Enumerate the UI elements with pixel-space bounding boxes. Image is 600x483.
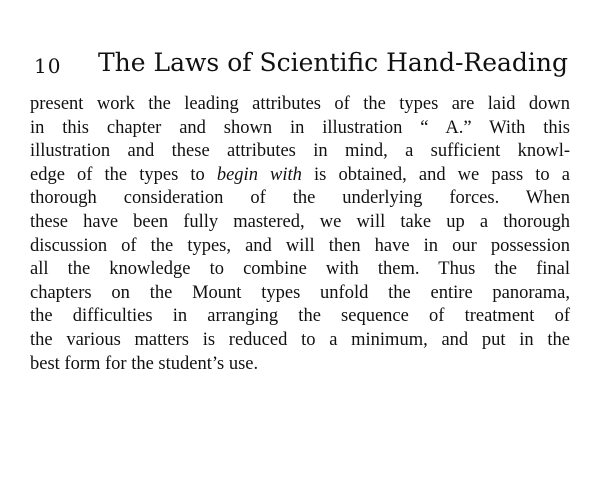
text-line: the various matters is reduced to a minimum, and put in the xyxy=(30,329,570,350)
page-number: 10 xyxy=(34,54,62,78)
text-line: discussion of the types, and will then have in our possession xyxy=(30,235,570,256)
page-header xyxy=(34,48,569,82)
body-paragraph xyxy=(30,93,570,376)
text-line: illustration and these attributes in mind, a sufficient knowl- xyxy=(30,141,570,162)
text-line: these have been fully mastered, we will take up a thorough xyxy=(30,211,570,232)
text-segment: is obtained, and we pass to a xyxy=(314,164,570,185)
text-line: the difficulties in arranging the sequence of treatment of xyxy=(30,306,570,327)
italic-phrase: begin with xyxy=(216,164,302,185)
running-title: The Laws of Scientific Hand-Reading xyxy=(98,48,569,77)
text-line xyxy=(30,164,570,188)
text-line: thorough consideration of the underlying forces. When xyxy=(30,188,570,209)
text-segment: edge of the types to xyxy=(30,164,205,185)
text-line: all the knowledge to combine with them. Thus the final xyxy=(30,259,570,280)
text-line: best form for the student’s use. xyxy=(30,353,259,374)
text-line: in this chapter and shown in illustration “ A.” With this xyxy=(30,117,570,138)
text-line: present work the leading attributes of the types are laid down xyxy=(30,94,570,114)
text-line: chapters on the Mount types unfold the entire panorama, xyxy=(30,282,570,303)
